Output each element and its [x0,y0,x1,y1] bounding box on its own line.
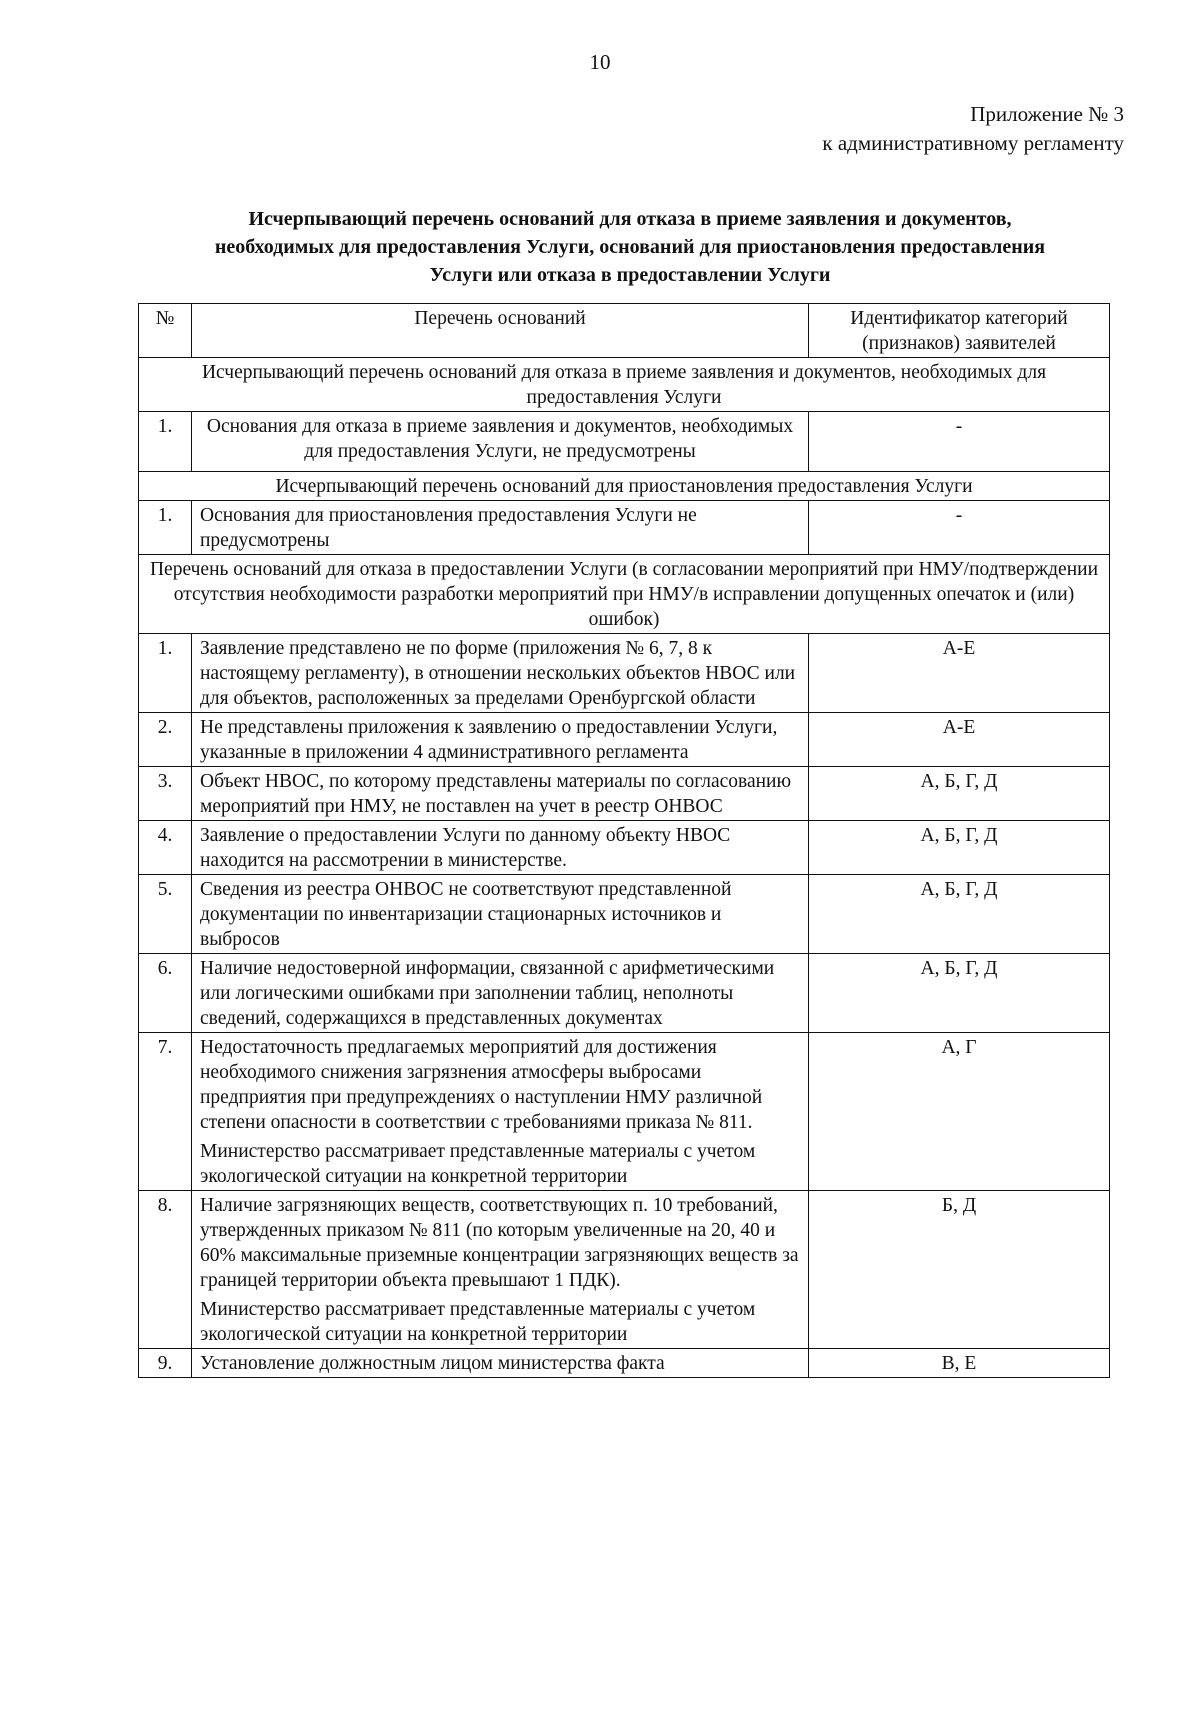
section-header-refusal-service [139,555,1110,634]
table-row [139,767,1110,821]
row-number: 6. [139,954,192,1033]
table-row [139,412,1110,472]
row-number: 4. [139,821,192,875]
table-row [139,501,1110,555]
document-title [150,205,1110,289]
header-num: № [139,304,192,358]
row-reason: Объект НВОС, по которому представлены материалы по согласованию мероприятий при НМУ, не поставлен на учет в реестр ОНВОС [192,767,809,821]
appendix-line-2: к административному регламенту [822,131,1124,155]
row-number: 5. [139,875,192,954]
row-reason: Сведения из реестра ОНВОС не соответствуют представленной документации по инвентаризации стационарных источников и выбросов [192,875,809,954]
row-category: А, Б, Г, Д [809,767,1110,821]
header-reasons: Перечень оснований [192,304,809,358]
row-reason-note: Министерство рассматривает представленные материалы с учетом экологической ситуации на конкретной территории [200,1299,756,1345]
row-category: - [809,501,1110,555]
row-reason: Основания для приостановления предоставления Услуги не предусмотрены [192,501,809,555]
page-number: 10 [589,50,611,74]
reasons-table [138,303,1110,1378]
row-reason [192,1033,809,1191]
row-reason: Установление должностным лицом министерства факта [192,1349,809,1378]
row-number: 3. [139,767,192,821]
table-row [139,713,1110,767]
row-category: Б, Д [809,1191,1110,1349]
row-reason: Основания для отказа в приеме заявления и документов, необходимых для предоставления Услуги, не предусмотрены [192,412,809,472]
row-reason-note: Министерство рассматривает представленные материалы с учетом экологической ситуации на конкретной территории [200,1141,756,1187]
table-row [139,821,1110,875]
appendix-line-1: Приложение № 3 [970,102,1124,126]
row-reason: Заявление представлено не по форме (приложения № 6, 7, 8 к настоящему регламенту), в отношении нескольких объектов НВОС или для объектов, расположенных за пределами Оренбургской области [192,634,809,713]
row-category: - [809,412,1110,472]
row-reason-main: Наличие загрязняющих веществ, соответствующих п. 10 требований, утвержденных приказом № 811 (по которым увеличенные на 20, 40 и 60% максимальные приземные концентрации загрязняющих веществ за границей территории объекта превышают 1 ПДК). [200,1195,799,1291]
title-line-3: Услуги или отказа в предоставлении Услуги [429,264,831,286]
row-category: А-Е [809,713,1110,767]
row-category: А, Б, Г, Д [809,954,1110,1033]
row-reason [192,1191,809,1349]
title-line-2: необходимых для предоставления Услуги, оснований для приостановления предоставления [214,236,1046,258]
row-category: А, Б, Г, Д [809,821,1110,875]
row-reason: Заявление о предоставлении Услуги по данному объекту НВОС находится на рассмотрении в министерстве. [192,821,809,875]
section-title: Перечень оснований для отказа в предоставлении Услуги (в согласовании мероприятий при НМУ/подтверждении отсутствия необходимости разработки мероприятий при НМУ/в исправлении допущенных опечаток и (или) ошибок) [139,555,1110,634]
table-row [139,634,1110,713]
table-row [139,1033,1110,1191]
table-row [139,875,1110,954]
title-line-1: Исчерпывающий перечень оснований для отказа в приеме заявления и документов, [248,208,1012,230]
table-row [139,954,1110,1033]
appendix-note [822,100,1124,158]
row-reason: Не представлены приложения к заявлению о предоставлении Услуги, указанные в приложении 4 административного регламента [192,713,809,767]
row-number: 2. [139,713,192,767]
section-title: Исчерпывающий перечень оснований для приостановления предоставления Услуги [139,472,1110,501]
row-reason: Наличие недостоверной информации, связанной с арифметическими или логическими ошибками при заполнении таблиц, неполноты сведений, содержащихся в представленных документах [192,954,809,1033]
row-category: А-Е [809,634,1110,713]
row-category: В, Е [809,1349,1110,1378]
row-number: 9. [139,1349,192,1378]
row-number: 1. [139,501,192,555]
row-number: 1. [139,412,192,472]
row-number: 7. [139,1033,192,1191]
table-row [139,1349,1110,1378]
header-category: Идентификатор категорий (признаков) заявителей [809,304,1110,358]
row-reason-main: Недостаточность предлагаемых мероприятий для достижения необходимого снижения загрязнения атмосферы выбросами предприятия при предупреждениях о наступлении НМУ различной степени опасности в соответствии с требованиями приказа № 811. [200,1037,763,1133]
section-header-refusal-acceptance [139,358,1110,412]
table-header-row [139,304,1110,358]
section-header-suspension [139,472,1110,501]
row-number: 1. [139,634,192,713]
row-category: А, Г [809,1033,1110,1191]
row-category: А, Б, Г, Д [809,875,1110,954]
table-row [139,1191,1110,1349]
row-number: 8. [139,1191,192,1349]
section-title: Исчерпывающий перечень оснований для отказа в приеме заявления и документов, необходимых для предоставления Услуги [139,358,1110,412]
